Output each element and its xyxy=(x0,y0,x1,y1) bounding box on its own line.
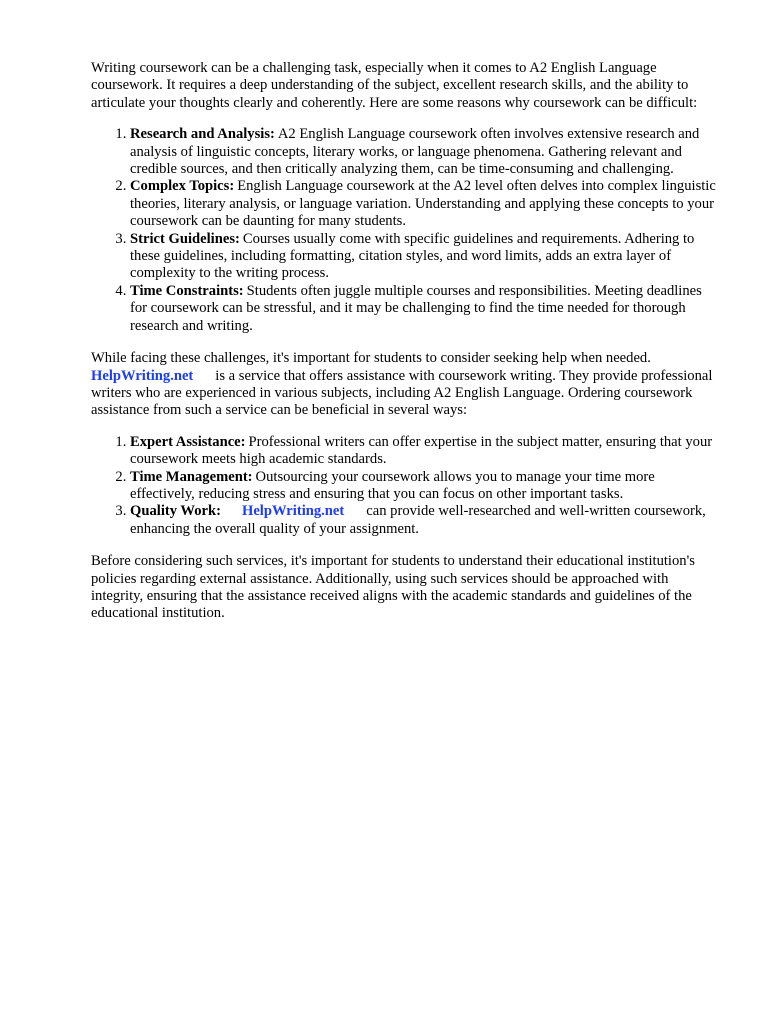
item-term: Complex Topics: xyxy=(130,178,235,195)
helpwriting-link[interactable]: HelpWriting.net xyxy=(91,367,194,384)
list-item xyxy=(130,503,716,538)
item-text: Courses usually come with specific guidelines and requirements. Adhering to these guidelines, including formatting, citation styles, and word limits, adds an extra layer of complexity to the writing process. xyxy=(130,230,695,282)
item-text: English Language coursework at the A2 level often delves into complex linguistic theories, literary analysis, or language variation. Understanding and applying these concepts to your coursework can be daunting for many students. xyxy=(130,178,716,230)
list-item xyxy=(130,283,716,335)
intro-paragraph: Writing coursework can be a challenging task, especially when it comes to A2 English Language coursework. It requires a deep understanding of the subject, excellent research skills, and the ability to articulate your thoughts clearly and coherently. Here are some reasons why coursework can be difficult: xyxy=(91,60,698,111)
item-term: Time Constraints: xyxy=(130,282,244,299)
item-text: Students often juggle multiple courses and responsibilities. Meeting deadlines for coursework can be stressful, and it may be challenging to find the time needed for thorough research and writing. xyxy=(130,282,702,334)
list-item xyxy=(130,434,716,469)
list-item xyxy=(130,178,716,230)
challenges-list xyxy=(91,126,716,335)
middle-rest: is a service that offers assistance with coursework writing. They provide professional writers who are experienced in various subjects, including A2 English Language. Ordering coursework assistance from such a service can be beneficial in several ways: xyxy=(91,367,713,419)
item-text: Outsourcing your coursework allows you to manage your time more effectively, reducing stress and ensuring that you can focus on other important tasks. xyxy=(130,468,655,502)
document-page xyxy=(91,60,716,637)
middle-paragraph xyxy=(91,350,716,420)
helpwriting-link[interactable]: HelpWriting.net xyxy=(241,503,345,520)
item-term: Research and Analysis: xyxy=(130,126,275,143)
item-term: Strict Guidelines: xyxy=(130,230,240,247)
item-text: Professional writers can offer expertise in the subject matter, ensuring that your coursework meets high academic standards. xyxy=(130,433,713,468)
item-term: Expert Assistance: xyxy=(130,433,246,450)
item-term: Time Management: xyxy=(130,468,253,485)
list-item xyxy=(130,231,716,283)
benefits-list xyxy=(91,434,716,538)
middle-lead: While facing these challenges, it's important for students to consider seeking help when needed. xyxy=(91,350,651,367)
list-item xyxy=(130,469,716,504)
item-term: Quality Work: xyxy=(130,503,221,520)
closing-paragraph: Before considering such services, it's important for students to understand their educational institution's policies regarding external assistance. Additionally, using such services should be approached with integrity, ensuring that the assistance received aligns with the academic standards and guidelines of the educational institution. xyxy=(91,553,695,622)
list-item xyxy=(130,126,716,178)
item-text: can provide well-researched and well-written coursework, enhancing the overall quality of your assignment. xyxy=(130,503,706,537)
item-text: A2 English Language coursework often involves extensive research and analysis of linguistic concepts, literary works, or language phenomena. Gathering relevant and credible sources, and then critically analyzing them, can be time-consuming and challenging. xyxy=(130,126,700,178)
